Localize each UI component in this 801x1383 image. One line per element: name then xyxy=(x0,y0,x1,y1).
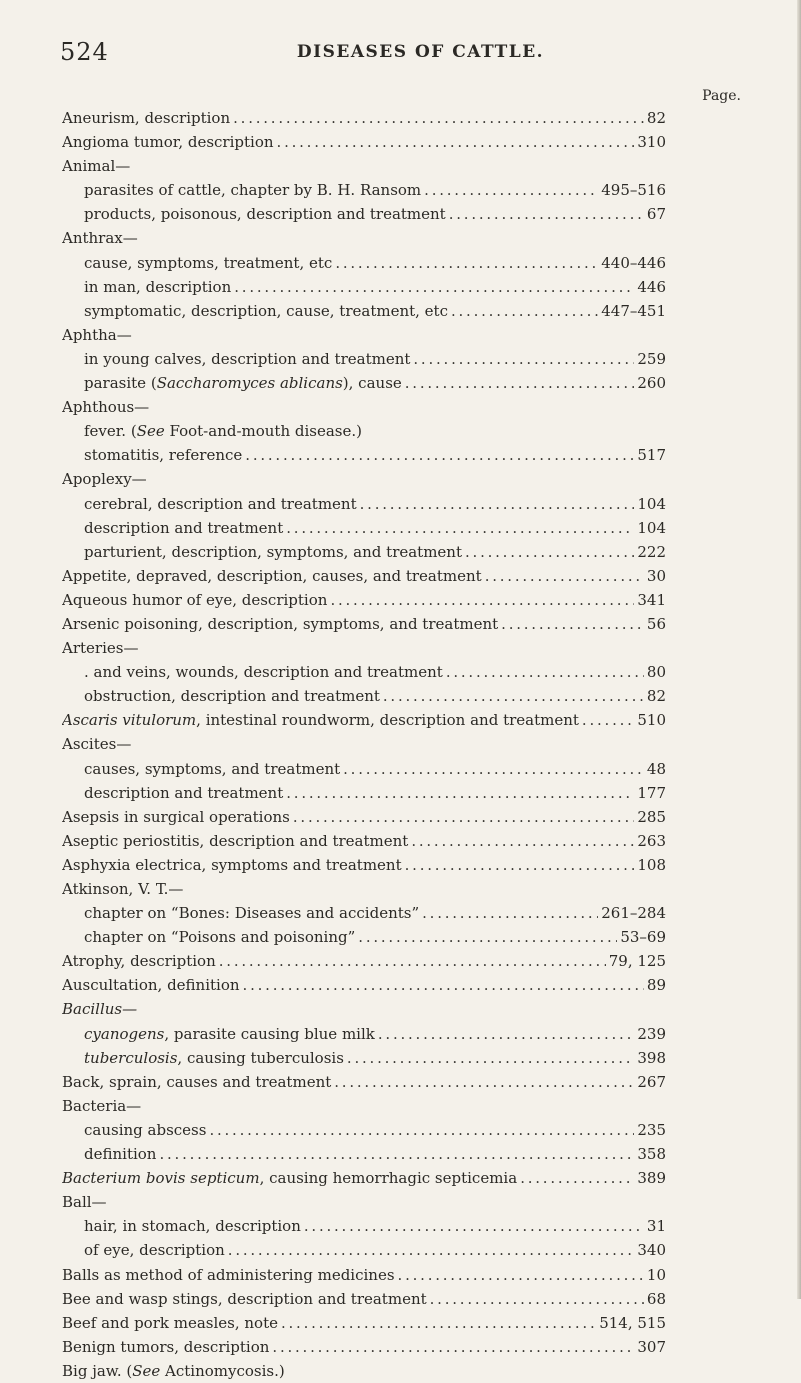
index-entry xyxy=(62,564,666,588)
index-entry xyxy=(62,1166,666,1190)
entry-text xyxy=(84,275,231,299)
entry-text xyxy=(84,901,419,925)
dot-leader xyxy=(582,708,634,732)
entry-text-segment: Appetite, depraved, description, causes, and treatment xyxy=(62,566,482,585)
entry-text-segment: causing abscess xyxy=(84,1120,207,1139)
dot-leader xyxy=(405,371,635,395)
index-subentry xyxy=(62,419,666,443)
entry-text-segment: Foot-and-mouth disease.) xyxy=(164,422,363,441)
dot-leader xyxy=(446,660,644,684)
index-subentry xyxy=(62,299,666,323)
entry-text xyxy=(84,251,332,275)
entry-page-ref: 446 xyxy=(637,277,666,296)
entry-page-ref: 79, 125 xyxy=(608,952,666,971)
dot-leader xyxy=(485,564,644,588)
entry-text-segment: Ascaris vitulorum xyxy=(62,711,197,730)
entry-page-ref: 80 xyxy=(646,663,666,682)
dot-leader xyxy=(413,347,634,371)
entry-text xyxy=(62,829,408,853)
entry-text xyxy=(62,588,327,612)
dot-leader xyxy=(219,949,606,973)
entry-text-segment: Ascites— xyxy=(62,735,132,754)
entry-page-ref: 108 xyxy=(637,855,666,874)
dot-leader xyxy=(304,1214,644,1238)
dot-leader xyxy=(243,973,644,997)
index-subentry xyxy=(62,901,666,925)
entry-page-ref: 104 xyxy=(637,518,666,537)
dot-leader xyxy=(234,275,634,299)
dot-leader xyxy=(449,202,644,226)
index-subentry xyxy=(62,757,666,781)
dot-leader xyxy=(520,1166,634,1190)
index-entry xyxy=(62,973,666,997)
index-subentry xyxy=(62,492,666,516)
page-edge xyxy=(797,0,801,1299)
dot-leader xyxy=(358,925,617,949)
entry-text-segment: fever. ( xyxy=(84,422,137,441)
index-subentry xyxy=(62,660,666,684)
entry-text-segment: Aneurism, description xyxy=(62,109,231,127)
entry-text xyxy=(84,660,443,684)
dot-leader xyxy=(383,684,644,708)
dot-leader xyxy=(411,829,634,853)
entry-text xyxy=(62,997,137,1021)
entry-page-ref: 340 xyxy=(637,1241,666,1260)
entry-page-ref: 89 xyxy=(646,976,666,995)
page-number: 524 xyxy=(60,38,109,66)
entry-page-ref: 398 xyxy=(637,1048,666,1067)
entry-text xyxy=(62,1311,278,1335)
entry-text-segment: tuberculosis xyxy=(84,1048,178,1067)
entry-text-segment: Saccharomyces ablicans xyxy=(156,374,343,393)
entry-text-segment: . and veins, wounds, description and treatment xyxy=(84,663,443,682)
entry-text-segment: Beef and pork measles, note xyxy=(62,1313,278,1332)
entry-text xyxy=(62,395,149,419)
entry-text xyxy=(62,1335,269,1359)
entry-text-segment: hair, in stomach, description xyxy=(84,1217,301,1236)
entry-text-segment: chapter on “Poisons and poisoning” xyxy=(84,928,356,947)
index-subentry xyxy=(62,1214,666,1238)
dot-leader xyxy=(360,492,635,516)
entry-text-segment: Ball— xyxy=(62,1193,107,1212)
entry-text xyxy=(84,202,446,226)
entry-page-ref: 56 xyxy=(646,614,666,633)
entry-page-ref: 239 xyxy=(637,1024,666,1043)
dot-leader xyxy=(293,805,634,829)
dot-leader xyxy=(245,443,634,467)
entry-text-segment: , intestinal roundworm, description and treatment xyxy=(196,711,579,730)
entry-page-ref: 31 xyxy=(646,1217,666,1236)
dot-leader xyxy=(398,1263,644,1287)
entry-text xyxy=(62,226,138,250)
index-entry xyxy=(62,877,666,901)
index-entry xyxy=(62,106,666,130)
entry-text-segment: description and treatment xyxy=(84,518,284,537)
entry-text xyxy=(84,419,362,443)
index-subentry xyxy=(62,925,666,949)
entry-text-segment: Benign tumors, description xyxy=(62,1337,270,1356)
index-entry xyxy=(62,1359,666,1383)
entry-text xyxy=(62,636,138,660)
entry-text-segment: Asepsis in surgical operations xyxy=(62,807,290,826)
dot-leader xyxy=(233,106,644,130)
entry-text-segment: Arteries— xyxy=(62,639,139,658)
entry-page-ref: 389 xyxy=(637,1169,666,1188)
index-entry xyxy=(62,997,666,1021)
entry-text-segment: obstruction, description and treatment xyxy=(84,687,380,706)
entry-page-ref: 53–69 xyxy=(620,928,666,947)
index-entry xyxy=(62,829,666,853)
dot-leader xyxy=(501,612,644,636)
index-entry xyxy=(62,805,666,829)
entry-text-segment: ), cause xyxy=(342,374,402,393)
entry-page-ref: 82 xyxy=(646,109,666,127)
index-entry xyxy=(62,1335,666,1359)
entry-text xyxy=(62,853,402,877)
entry-page-ref: 235 xyxy=(637,1120,666,1139)
entry-text xyxy=(62,323,132,347)
index-entry xyxy=(62,154,666,178)
entry-page-ref: 67 xyxy=(646,205,666,224)
index-entry xyxy=(62,732,666,756)
index-entry xyxy=(62,708,666,732)
entry-text-segment: Asphyxia electrica, symptoms and treatment xyxy=(62,855,402,874)
entry-text-segment: Bee and wasp stings, description and treatment xyxy=(62,1289,427,1308)
dot-leader xyxy=(281,1311,596,1335)
entry-text xyxy=(84,684,380,708)
entry-text-segment: Bacterium bovis septicum xyxy=(62,1169,260,1188)
index-entry xyxy=(62,467,666,491)
entry-text xyxy=(62,106,230,130)
entry-text xyxy=(84,1118,206,1142)
index-subentry xyxy=(62,347,666,371)
entry-page-ref: 260 xyxy=(637,374,666,393)
dot-leader xyxy=(228,1238,635,1262)
entry-text-segment: See xyxy=(136,422,165,441)
index-entry xyxy=(62,323,666,347)
entry-text-segment: symptomatic, description, cause, treatment, etc xyxy=(84,301,448,320)
entry-text-segment: products, poisonous, description and treatment xyxy=(84,205,446,224)
entry-text xyxy=(62,612,498,636)
entry-text xyxy=(84,1238,225,1262)
entry-text-segment: description and treatment xyxy=(84,783,284,802)
entry-text-segment: in man, description xyxy=(84,277,232,296)
entry-text-segment: Apoplexy— xyxy=(62,470,147,489)
index-entry xyxy=(62,949,666,973)
entry-text xyxy=(62,1166,517,1190)
entry-text-segment: Anthrax— xyxy=(62,229,138,248)
entry-text-segment: Aphtha— xyxy=(62,325,132,344)
entry-text xyxy=(84,347,410,371)
entry-page-ref: 222 xyxy=(637,542,666,561)
index-subentry xyxy=(62,1022,666,1046)
entry-text-segment: Animal— xyxy=(62,157,131,176)
entry-text-segment: Atrophy, description xyxy=(62,952,216,971)
page-column-label: Page. xyxy=(702,88,741,104)
entry-page-ref: 341 xyxy=(637,590,666,609)
entry-text xyxy=(84,371,402,395)
index-entry xyxy=(62,612,666,636)
entry-text-segment: causes, symptoms, and treatment xyxy=(84,759,341,778)
index-subentry xyxy=(62,516,666,540)
index-subentry xyxy=(62,781,666,805)
entry-text xyxy=(62,1190,107,1214)
dot-leader xyxy=(277,130,635,154)
entry-page-ref: 82 xyxy=(646,687,666,706)
entry-text xyxy=(84,492,357,516)
entry-text-segment: parturient, description, symptoms, and treatment xyxy=(84,542,462,561)
dot-leader xyxy=(159,1142,634,1166)
entry-page-ref: 263 xyxy=(637,831,666,850)
entry-page-ref: 447–451 xyxy=(601,301,666,320)
index-entry xyxy=(62,1190,666,1214)
entry-text xyxy=(84,1142,156,1166)
entry-text-segment: Atkinson, V. T.— xyxy=(62,880,184,898)
entry-text-segment: stomatitis, reference xyxy=(84,446,243,465)
entry-text xyxy=(62,877,183,901)
dot-leader xyxy=(209,1118,634,1142)
entry-text-segment: of eye, description xyxy=(84,1241,225,1260)
index-entry xyxy=(62,588,666,612)
entry-text xyxy=(84,1046,344,1070)
dot-leader xyxy=(335,251,598,275)
running-head xyxy=(60,38,741,68)
index-entry xyxy=(62,130,666,154)
entry-text-segment: cerebral, description and treatment xyxy=(84,494,357,513)
entry-text xyxy=(62,564,482,588)
entry-page-ref: 261–284 xyxy=(601,904,666,923)
index-entry xyxy=(62,226,666,250)
index-entry xyxy=(62,395,666,419)
dot-leader xyxy=(286,781,634,805)
entry-text-segment: parasites of cattle, chapter by B. H. Ransom xyxy=(84,181,422,200)
entry-text-segment: cyanogens xyxy=(84,1024,165,1043)
entry-text xyxy=(62,708,579,732)
index-subentry xyxy=(62,202,666,226)
entry-text-segment: chapter on “Bones: Diseases and accidents” xyxy=(84,904,420,923)
entry-text-segment: Aseptic periostitis, description and treatment xyxy=(62,831,409,850)
entry-text-segment: cause, symptoms, treatment, etc xyxy=(84,253,333,272)
dot-leader xyxy=(424,178,598,202)
entry-text xyxy=(62,973,240,997)
dot-leader xyxy=(451,299,598,323)
entry-text xyxy=(84,1022,375,1046)
entry-text-segment: in young calves, description and treatment xyxy=(84,349,411,368)
entry-page-ref: 10 xyxy=(646,1265,666,1284)
entry-text xyxy=(62,949,216,973)
entry-text xyxy=(84,516,283,540)
entry-page-ref: 259 xyxy=(637,349,666,368)
index-subentry xyxy=(62,1238,666,1262)
index-entry xyxy=(62,636,666,660)
entry-text xyxy=(62,467,147,491)
index-subentry xyxy=(62,178,666,202)
entry-text-segment: Bacillus— xyxy=(62,1000,138,1019)
entry-text-segment: Back, sprain, causes and treatment xyxy=(62,1072,332,1091)
entry-text xyxy=(62,805,290,829)
entry-text xyxy=(62,1070,331,1094)
entry-text xyxy=(84,1214,301,1238)
entry-page-ref: 267 xyxy=(637,1072,666,1091)
entry-text xyxy=(62,1094,141,1118)
index-subentry xyxy=(62,1046,666,1070)
index-subentry xyxy=(62,443,666,467)
entry-text xyxy=(62,732,131,756)
index-subentry xyxy=(62,540,666,564)
entry-page-ref: 495–516 xyxy=(601,181,666,200)
dot-leader xyxy=(465,540,634,564)
dot-leader xyxy=(272,1335,634,1359)
entry-text xyxy=(62,154,130,178)
entry-text-segment: parasite ( xyxy=(84,374,157,393)
entry-text-segment: , causing tuberculosis xyxy=(177,1048,344,1067)
index-entry xyxy=(62,1311,666,1335)
entry-text-segment: Angioma tumor, description xyxy=(62,133,274,152)
entry-page-ref: 514, 515 xyxy=(599,1313,666,1332)
entry-text xyxy=(84,757,340,781)
running-title: DISEASES OF CATTLE. xyxy=(296,42,545,62)
entry-page-ref: 310 xyxy=(637,133,666,152)
dot-leader xyxy=(330,588,634,612)
entry-page-ref: 307 xyxy=(637,1337,666,1356)
entry-text-segment: Balls as method of administering medicines xyxy=(62,1265,395,1284)
entry-text-segment: definition xyxy=(84,1145,157,1164)
dot-leader xyxy=(286,516,634,540)
entry-page-ref: 30 xyxy=(646,566,666,585)
entry-text-segment: See xyxy=(132,1361,161,1380)
entry-text xyxy=(84,925,355,949)
entry-page-ref: 440–446 xyxy=(601,253,666,272)
index-entry xyxy=(62,1070,666,1094)
index-entry xyxy=(62,1263,666,1287)
index-subentry xyxy=(62,251,666,275)
entry-text-segment: , causing hemorrhagic septicemia xyxy=(259,1169,518,1188)
index-subentry xyxy=(62,1118,666,1142)
index-subentry xyxy=(62,684,666,708)
entry-text xyxy=(84,178,421,202)
entry-text-segment: , parasite causing blue milk xyxy=(164,1024,375,1043)
dot-leader xyxy=(405,853,635,877)
entry-text xyxy=(62,130,274,154)
index-entry xyxy=(62,1094,666,1118)
dot-leader xyxy=(422,901,598,925)
entry-text xyxy=(62,1359,285,1383)
entry-page-ref: 68 xyxy=(646,1289,666,1308)
entry-text-segment: Aqueous humor of eye, description xyxy=(62,590,328,609)
entry-page-ref: 510 xyxy=(637,711,666,730)
index-subentry xyxy=(62,371,666,395)
entry-text xyxy=(84,443,242,467)
entry-text xyxy=(84,299,448,323)
index-entries xyxy=(62,106,666,1383)
entry-page-ref: 358 xyxy=(637,1145,666,1164)
entry-text-segment: Actinomycosis.) xyxy=(160,1361,285,1380)
entry-text-segment: Aphthous— xyxy=(62,398,150,417)
entry-text-segment: Bacteria— xyxy=(62,1096,142,1115)
dot-leader xyxy=(347,1046,634,1070)
entry-page-ref: 48 xyxy=(646,759,666,778)
entry-text xyxy=(84,781,283,805)
index-subentry xyxy=(62,1142,666,1166)
dot-leader xyxy=(334,1070,634,1094)
index-entry xyxy=(62,853,666,877)
index-subentry xyxy=(62,275,666,299)
entry-text xyxy=(84,540,462,564)
entry-page-ref: 104 xyxy=(637,494,666,513)
entry-text-segment: Auscultation, definition xyxy=(62,976,240,995)
entry-page-ref: 177 xyxy=(637,783,666,802)
dot-leader xyxy=(343,757,644,781)
entry-text-segment: Big jaw. ( xyxy=(62,1361,133,1380)
entry-text-segment: Arsenic poisoning, description, symptoms, and treatment xyxy=(62,614,499,633)
dot-leader xyxy=(378,1022,634,1046)
entry-page-ref: 285 xyxy=(637,807,666,826)
entry-page-ref: 517 xyxy=(637,446,666,465)
entry-text xyxy=(62,1263,395,1287)
